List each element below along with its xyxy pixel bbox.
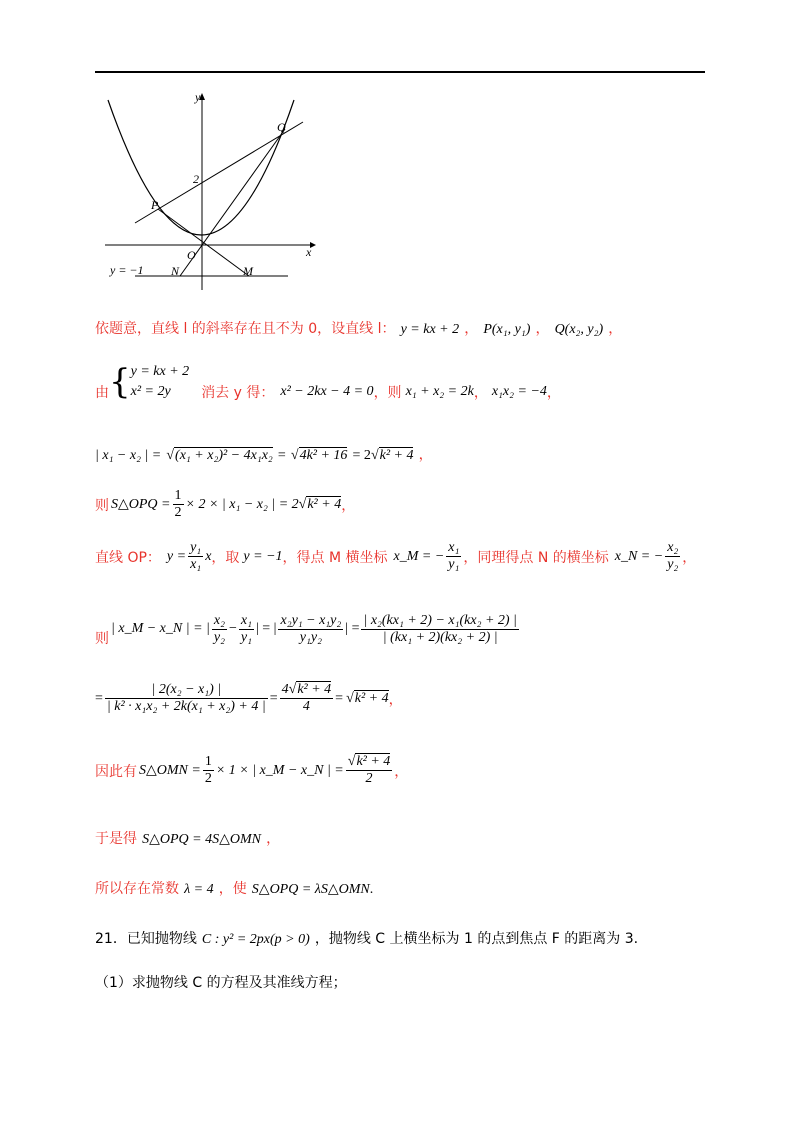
s5-xn-den: y₂ [667,557,679,572]
s8-lead: 因此有 [95,763,137,780]
s8-rest: × 1 × | x_M − x_N | = [215,762,344,778]
s3-eq2: = 2 [352,448,371,463]
q21-eq: C : y² = 2px(p > 0) [201,932,310,947]
s2-then: ，则 [373,385,402,401]
solution-line-7: = $\frac{\text{| 2(x₂ − x₁) |}}{\text{| k² · x₁x₂ + 2k(x₁ + x₂) + 4 |}}$ = $\frac{\text{4√k² + 4}}{4}$ = √ k² + 4 ， [95,682,403,714]
s6-f2 [239,613,254,646]
q21-num: 21．已知抛物线 [95,931,197,947]
solution-line-5 [95,540,696,573]
s5-xm-frac [446,540,461,573]
s8-s: S△OMN = [139,763,201,778]
q21-1-text: （1）求抛物线 C 的方程及其准线方程； [95,975,347,991]
s7-end: ， [388,691,403,708]
header-rule [95,71,705,73]
s6-mid2: | = [345,621,360,636]
s8-f2-den: 2 [365,771,373,786]
s8-frac [203,754,214,787]
s6-f3 [278,613,343,646]
s5-take: ，取 [211,549,240,566]
s6-f1-den: y₂ [213,629,225,645]
s3-end: ， [418,447,433,463]
s2-eq: x² − 2kx − 4 = 0 [280,384,374,399]
tick-2-label: 2 [193,172,199,186]
s6-f4-num: | x₂(kx₁ + 2) − x₁(kx₂ + 2) | [363,612,517,628]
s2-end: ， [546,385,561,401]
s7-f2 [280,682,334,715]
s5-xm: x_M = − [393,548,445,564]
s5-frac-num: y₁ [190,540,202,555]
solution-line-3: | x₁ − x₂ | = √(x₁ + x₂)² − 4x₁x₂ = √4k² + 16 = 2√k² + 4 ， [95,447,433,463]
s3-eq: = [277,448,286,463]
s5-xm-num: x₁ [448,540,460,555]
parabola-figure [95,85,325,295]
q21-rest: ，抛物线 C 上横坐标为 1 的点到焦点 F 的距离为 3. [314,931,639,947]
s7-f1-num: | 2(x₂ − x₁) | [105,682,268,699]
solution-line-6 [95,610,521,648]
system-eq-2: x² = 2y [130,384,171,399]
s5-xn-frac [665,540,680,573]
s6-f2-den: y₁ [240,629,252,645]
question-21-part-1 [95,972,347,992]
s7-f2-coef: 4 [281,682,289,697]
s6-f1-num: x₂ [213,612,225,628]
s1-point-q: Q(x₂, y₂) [554,322,604,337]
s4-lead: 则 [95,497,109,514]
s8-f2-rad: k² + 4 [356,754,391,769]
system-eq-1: y = kx + 2 [130,364,190,379]
s6-abs: | x_M − x_N | = | [111,621,210,636]
s1-point-p: P(x₁, y₁) [483,322,531,337]
axis-y-label: y [195,90,201,104]
point-m-label: M [243,264,253,278]
s2-mid: 消去 y 得： [201,385,275,401]
s1-end: ， [608,321,623,337]
s4-frac-den: 2 [174,505,182,520]
line-pq [135,122,303,223]
s2-sep: ， [473,385,488,401]
s5-frac-den: x₁ [190,557,202,572]
s5-same: ，同理得点 N 的横坐标 [463,549,609,566]
question-21 [95,928,638,948]
s5-lead: 直线 OP： [95,549,161,566]
s8-frac-num: 1 [204,754,212,769]
s5-end: ， [682,549,697,566]
s2-prod: x₁x₂ = −4 [491,384,547,399]
solution-line-2 [95,362,561,402]
s9-end: ， [266,831,281,847]
s7-f1-den: | k² · x₁x₂ + 2k(x₁ + x₂) + 4 | [106,699,266,714]
s1-sep-b: ， [535,321,550,337]
s9-eq: S△OPQ = 4S△OMN [142,832,261,847]
s4-rad: k² + 4 [307,497,342,512]
s10-eq: S△OPQ = λS△OMN [251,882,370,897]
s5-frac [188,540,203,573]
equation-system [131,362,190,402]
s6-f3-num: x₂y₁ − x₁y₂ [280,612,342,628]
s4-frac-num: 1 [174,488,182,503]
s2-you: 由 [95,385,109,401]
point-o-label: O [187,248,196,262]
s8-f2 [346,754,393,787]
s1-sep-a: ， [464,321,479,337]
s5-xn: x_N = − [614,548,664,564]
s7-rad: k² + 4 [354,691,389,706]
s5-xn-num: x₂ [667,540,679,555]
s5-y: y = [166,548,187,564]
s6-mid: | = | [255,621,277,636]
s8-f2-num: √k² + 4 [347,754,391,769]
point-n-label: N [171,264,180,278]
solution-line-1 [95,318,622,338]
s4-end: ， [341,497,356,514]
s3-rad2: 4k² + 16 [299,448,348,463]
s7-f2-num: 4√k² + 4 [281,682,332,697]
s8-frac-den: 2 [204,771,212,786]
s6-f4-den: | (kx₁ + 2)(kx₂ + 2) | [382,629,498,645]
s10-mid: ，使 [218,881,247,897]
s4-rest: × 2 × | x₁ − x₂ | = 2 [185,496,299,512]
s7-f1 [105,682,268,715]
s5-get-m: ，得点 M 横坐标 [282,549,388,566]
s2-sum: x₁ + x₂ = 2k [405,384,474,399]
s5-xm-den: y₁ [448,557,460,572]
s10-end: . [369,882,374,897]
solution-line-9 [95,828,280,848]
s3-lhs: | x₁ − x₂ | = [95,448,162,463]
s7-eq2: = [269,690,278,706]
s1-text: 依题意，直线 l 的斜率存在且不为 0，设直线 l： [95,321,396,337]
s4-frac [173,488,184,521]
s7-eq3: = [335,690,344,706]
s10-lead: 所以存在常数 [95,881,179,897]
solution-line-4: 则 S△OPQ = $\frac{1}{2}$ × 2 × | x₁ − x₂ | = 2 √ k² + 4 ， [95,488,356,520]
point-q-label: Q [277,120,286,134]
s5-val: y = −1 [243,548,283,564]
s9-lead: 于是得 [95,831,137,847]
s8-end: ， [394,763,409,780]
s7-f2-den: 4 [302,699,310,714]
line-oq-n [180,129,285,276]
s4-s: S△OPQ = [111,497,171,512]
system-brace: { [109,362,131,402]
s6-f4 [361,613,518,646]
s6-f1 [212,613,227,646]
parabola-curve [108,100,294,235]
point-p-label: P [151,198,159,212]
s6-f2-num: x₁ [240,612,252,628]
s6-f3-den: y₁y₂ [299,629,322,645]
s5-x: x [205,548,212,564]
line-label: y = −1 [110,263,144,277]
s1-eq: y = kx + 2 [400,322,460,337]
s7-f2-rad: k² + 4 [297,682,332,697]
s6-lead: 则 [95,631,109,647]
s6-minus: − [228,621,237,636]
axis-x-label: x [306,245,312,259]
solution-line-10 [95,878,373,898]
s3-rad1: (x₁ + x₂)² − 4x₁x₂ [175,448,273,463]
solution-line-8 [95,754,408,787]
s10-lambda: λ = 4 [184,882,214,897]
s3-rad3: k² + 4 [379,448,414,463]
s7-eq: = [95,690,103,706]
